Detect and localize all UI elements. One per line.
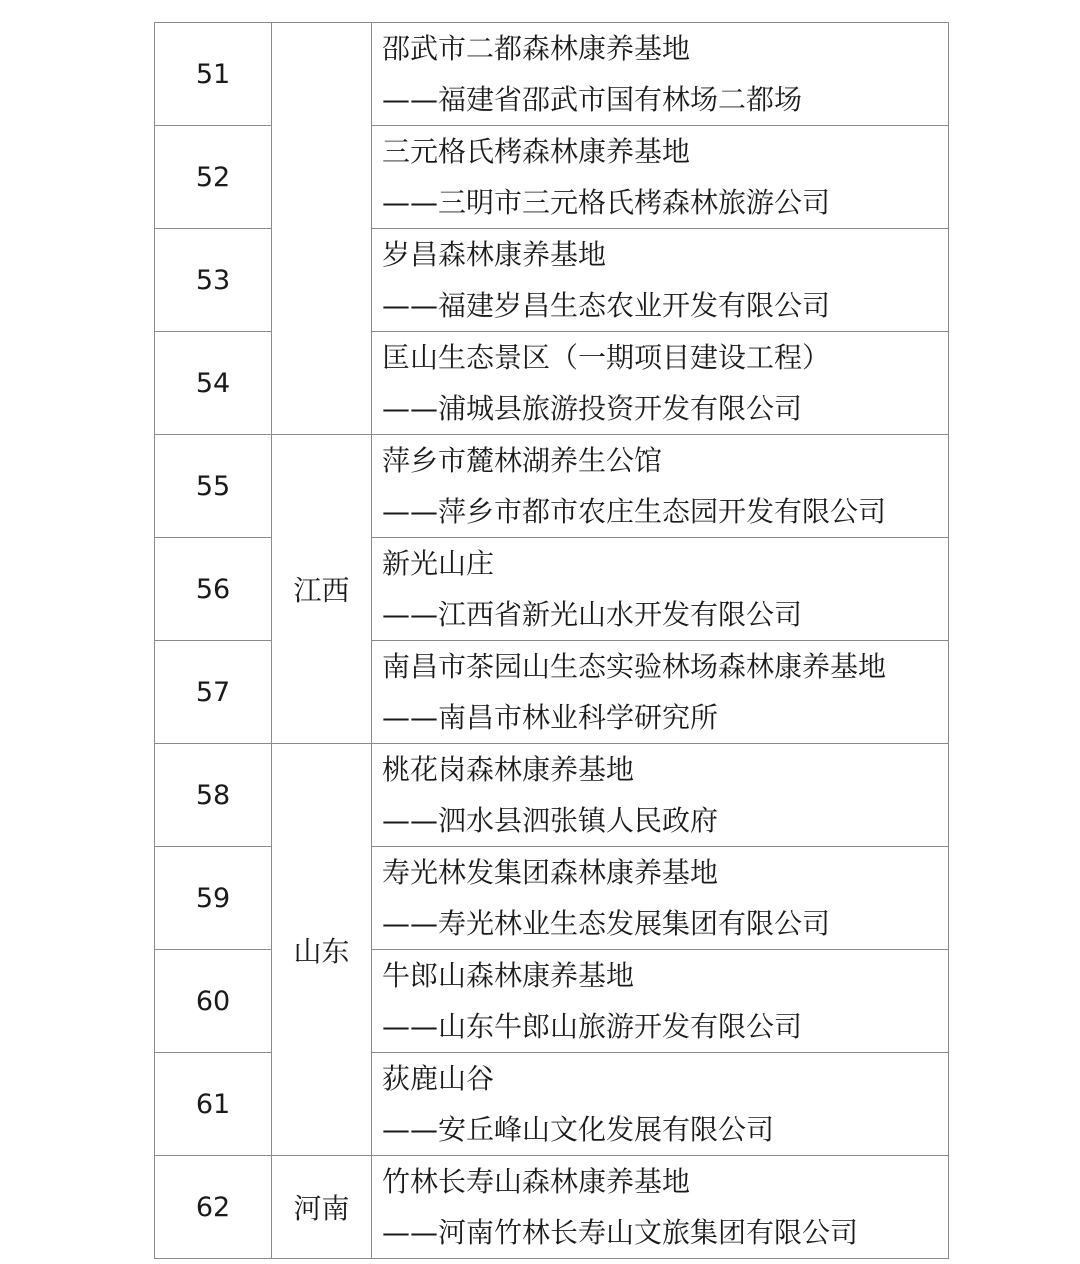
table-row: [155, 23, 949, 126]
row-number: 60: [155, 950, 272, 1053]
base-cell: [372, 1053, 949, 1156]
base-name: 荻鹿山谷: [382, 1062, 495, 1095]
base-cell: [372, 1156, 949, 1259]
row-number: 51: [155, 23, 272, 126]
base-cell: [372, 847, 949, 950]
row-number: 54: [155, 332, 272, 435]
base-name: 寿光林发集团森林康养基地: [382, 856, 719, 889]
base-name: 新光山庄: [382, 547, 495, 580]
base-cell: [372, 538, 949, 641]
row-number: 59: [155, 847, 272, 950]
base-organization: ——寿光林业生态发展集团有限公司: [382, 907, 831, 940]
row-number: 62: [155, 1156, 272, 1259]
table-row: [155, 744, 949, 847]
base-name: 萍乡市麓林湖养生公馆: [382, 444, 663, 477]
base-cell: [372, 229, 949, 332]
table-row: [155, 435, 949, 538]
base-organization: ——三明市三元格氏栲森林旅游公司: [382, 186, 831, 219]
base-organization: ——江西省新光山水开发有限公司: [382, 598, 803, 631]
base-organization: ——萍乡市都市农庄生态园开发有限公司: [382, 495, 887, 528]
row-number: 53: [155, 229, 272, 332]
row-number: 57: [155, 641, 272, 744]
row-number: 61: [155, 1053, 272, 1156]
base-cell: [372, 950, 949, 1053]
base-name: 匡山生态景区（一期项目建设工程）: [382, 341, 831, 374]
province-cell: 河南: [272, 1156, 372, 1259]
base-organization: ——福建省邵武市国有林场二都场: [382, 83, 803, 116]
base-name: 邵武市二都森林康养基地: [382, 32, 691, 65]
base-name: 南昌市茶园山生态实验林场森林康养基地: [382, 650, 887, 683]
base-organization: ——浦城县旅游投资开发有限公司: [382, 392, 803, 425]
base-organization: ——山东牛郎山旅游开发有限公司: [382, 1010, 803, 1043]
base-name: 三元格氏栲森林康养基地: [382, 135, 691, 168]
base-cell: [372, 126, 949, 229]
base-organization: ——河南竹林长寿山文旅集团有限公司: [382, 1216, 859, 1249]
province-cell: 山东: [272, 744, 372, 1156]
base-organization: ——泗水县泗张镇人民政府: [382, 804, 719, 837]
row-number: 58: [155, 744, 272, 847]
base-cell: [372, 332, 949, 435]
province-cell: [272, 23, 372, 435]
forest-wellness-base-table: [154, 22, 949, 1259]
base-cell: [372, 744, 949, 847]
base-cell: [372, 641, 949, 744]
row-number: 56: [155, 538, 272, 641]
base-cell: [372, 435, 949, 538]
base-name: 牛郎山森林康养基地: [382, 959, 635, 992]
base-name: 桃花岗森林康养基地: [382, 753, 635, 786]
base-organization: ——安丘峰山文化发展有限公司: [382, 1113, 775, 1146]
row-number: 55: [155, 435, 272, 538]
base-organization: ——福建岁昌生态农业开发有限公司: [382, 289, 831, 322]
province-cell: 江西: [272, 435, 372, 744]
row-number: 52: [155, 126, 272, 229]
base-organization: ——南昌市林业科学研究所: [382, 701, 719, 734]
table-row: [155, 1156, 949, 1259]
base-name: 岁昌森林康养基地: [382, 238, 607, 271]
base-name: 竹林长寿山森林康养基地: [382, 1165, 691, 1198]
base-cell: [372, 23, 949, 126]
